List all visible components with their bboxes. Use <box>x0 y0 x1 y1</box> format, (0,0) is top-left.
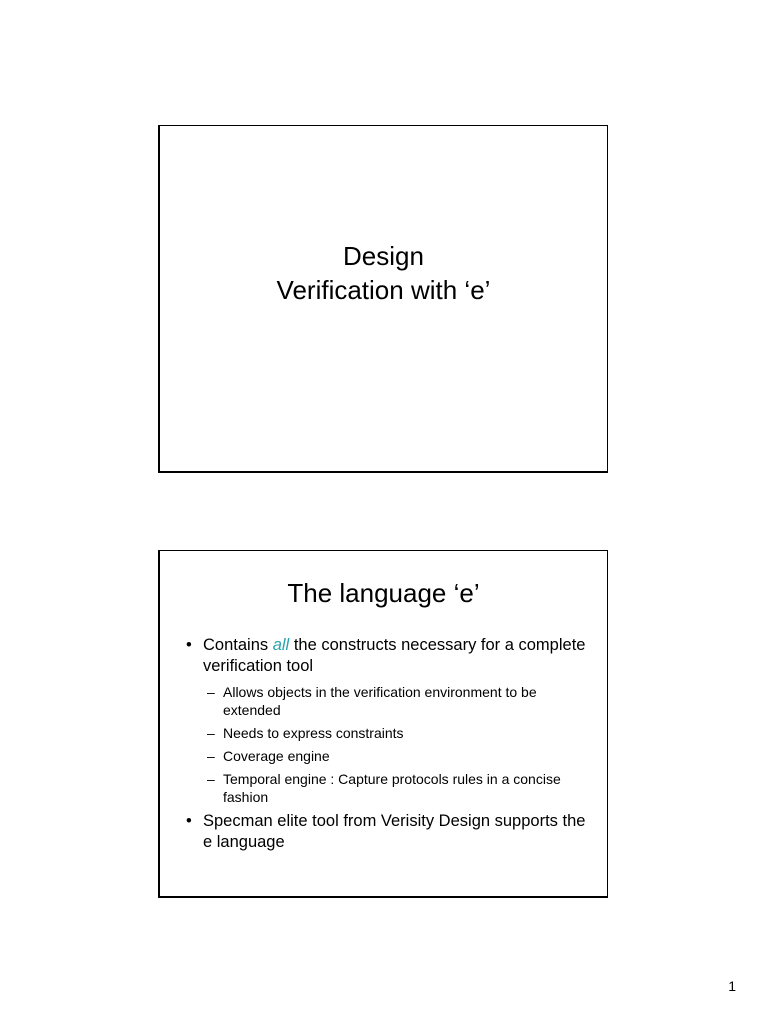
slide-2 <box>158 550 608 898</box>
bullet-item-specman <box>176 811 593 853</box>
sub-bullet-text: Coverage engine <box>223 748 330 764</box>
slide-1-title-line-2: Verification with ‘e’ <box>276 275 491 305</box>
bullet-item-constructs <box>176 635 593 677</box>
dash-icon: – <box>207 771 215 787</box>
sub-bullet-text: Needs to express constraints <box>223 725 404 741</box>
dash-icon: – <box>207 684 215 700</box>
bullet-icon: • <box>186 636 192 654</box>
bullet-emphasis: all <box>272 636 290 654</box>
bullet-text-pre: Contains <box>203 636 273 654</box>
slide-1-title <box>160 239 607 307</box>
sub-bullet-text: Allows objects in the verification environment to be extended <box>223 684 537 718</box>
sub-bullet-coverage <box>176 747 593 765</box>
slide-1-title-line-1: Design <box>343 241 424 271</box>
bullet-icon: • <box>186 812 192 830</box>
sub-bullet-extended <box>176 683 593 719</box>
slide-1 <box>158 125 608 473</box>
slide-2-title: The language ‘e’ <box>287 578 480 608</box>
dash-icon: – <box>207 748 215 764</box>
sub-bullet-temporal <box>176 770 593 806</box>
dash-icon: – <box>207 725 215 741</box>
sub-bullet-text: Temporal engine : Capture protocols rules in a concise fashion <box>223 771 561 805</box>
bullet-text-post: the constructs necessary for a complete verification tool <box>203 636 586 675</box>
bullet-text: Specman elite tool from Verisity Design supports the e language <box>203 812 586 851</box>
page-number: 1 <box>728 978 736 994</box>
sub-bullet-constraints <box>176 724 593 742</box>
bullet-list <box>176 635 593 859</box>
